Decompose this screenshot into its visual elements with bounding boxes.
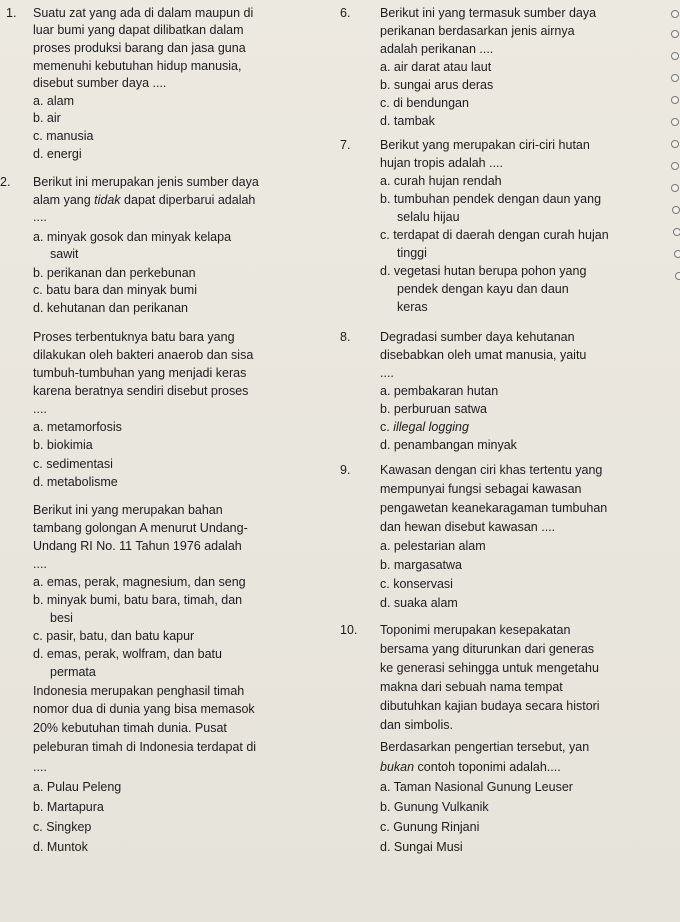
question-1-option: a. alam xyxy=(33,94,74,108)
question-6-option: b. sungai arus deras xyxy=(380,78,494,92)
question-6-option: a. air darat atau laut xyxy=(380,60,492,74)
question-5-option: c. Singkep xyxy=(33,820,92,834)
question-4-line: Undang RI No. 11 Tahun 1976 adalah xyxy=(33,539,242,553)
question-9-line: pengawetan keanekaragaman tumbuhan xyxy=(380,501,608,515)
question-5-option: b. Martapura xyxy=(33,800,104,814)
question-9-option: d. suaka alam xyxy=(380,596,458,610)
question-4-option: besi xyxy=(50,611,73,625)
question-2-option: d. kehutanan dan perikanan xyxy=(33,301,188,315)
binder-hole-icon xyxy=(675,272,680,280)
question-2-option: b. perikanan dan perkebunan xyxy=(33,266,196,280)
question-8-line: Degradasi sumber daya kehutanan xyxy=(380,330,575,344)
question-6-line: Berikut ini yang termasuk sumber daya xyxy=(380,6,597,20)
question-1-option: c. manusia xyxy=(33,129,94,143)
binder-hole-icon xyxy=(673,228,680,236)
question-5-option: d. Muntok xyxy=(33,840,88,854)
question-6-number: 6. xyxy=(340,6,351,20)
question-8-line: .... xyxy=(380,366,394,380)
question-3-option: b. biokimia xyxy=(33,438,93,452)
question-9-line: Kawasan dengan ciri khas tertentu yang xyxy=(380,463,603,477)
question-7-option: keras xyxy=(397,300,428,314)
question-10-option: a. Taman Nasional Gunung Leuser xyxy=(380,780,573,794)
binder-hole-icon xyxy=(671,96,679,104)
question-2-option: c. batu bara dan minyak bumi xyxy=(33,283,197,297)
question-9-line: mempunyai fungsi sebagai kawasan xyxy=(380,482,582,496)
question-2-line xyxy=(33,193,255,207)
binder-hole-icon xyxy=(671,162,679,170)
question-2-option: sawit xyxy=(50,247,79,261)
question-4-option: d. emas, perak, wolfram, dan batu xyxy=(33,647,222,661)
question-8-line: disebabkan oleh umat manusia, yaitu xyxy=(380,348,587,362)
question-2-text: alam yang xyxy=(33,193,95,207)
question-10-line xyxy=(380,760,561,774)
question-8-option: b. perburuan satwa xyxy=(380,402,488,416)
question-3-line: tumbuh-tumbuhan yang menjadi keras xyxy=(33,366,247,380)
question-10-option: d. Sungai Musi xyxy=(380,840,463,854)
question-4-line: tambang golongan A menurut Undang- xyxy=(33,521,248,535)
question-6-line: perikanan berdasarkan jenis airnya xyxy=(380,24,575,38)
question-8-option-emphasis: illegal logging xyxy=(393,420,469,434)
question-7-line: Berikut yang merupakan ciri-ciri hutan xyxy=(380,138,590,152)
question-7-option: pendek dengan kayu dan daun xyxy=(397,282,569,296)
question-2-line: .... xyxy=(33,210,47,224)
question-1-option: b. air xyxy=(33,111,61,125)
question-5-line: Indonesia merupakan penghasil timah xyxy=(33,684,245,698)
question-5-line: 20% kebutuhan timah dunia. Pusat xyxy=(33,721,227,735)
question-4-line: .... xyxy=(33,557,47,571)
question-7-line: hujan tropis adalah .... xyxy=(380,156,503,170)
question-4-option: permata xyxy=(50,665,96,679)
question-10-line: ke generasi sehingga untuk mengetahu xyxy=(380,661,599,675)
question-7-option: b. tumbuhan pendek dengan daun yang xyxy=(380,192,602,206)
binder-hole-icon xyxy=(671,118,679,126)
question-7-option: selalu hijau xyxy=(397,210,460,224)
question-7-option: tinggi xyxy=(397,246,427,260)
question-9-number: 9. xyxy=(340,463,351,477)
question-4-option: b. minyak bumi, batu bara, timah, dan xyxy=(33,593,243,607)
binder-hole-icon xyxy=(671,52,679,60)
question-8-option xyxy=(380,420,469,434)
question-10-emphasis: bukan xyxy=(380,760,415,774)
question-1-number: 1. xyxy=(6,6,17,20)
question-4-option: a. emas, perak, magnesium, dan seng xyxy=(33,575,246,589)
binder-hole-icon xyxy=(671,184,679,192)
binder-hole-icon xyxy=(674,250,680,258)
question-8-option: a. pembakaran hutan xyxy=(380,384,499,398)
question-7-option: c. terdapat di daerah dengan curah hujan xyxy=(380,228,609,242)
question-5-line: .... xyxy=(33,760,47,774)
question-1-line: luar bumi yang dapat dilibatkan dalam xyxy=(33,23,244,37)
binder-hole-icon xyxy=(671,140,679,148)
question-4-line: Berikut ini yang merupakan bahan xyxy=(33,503,223,517)
binder-hole-icon xyxy=(672,206,680,214)
question-1-line: disebut sumber daya .... xyxy=(33,76,167,90)
question-8-number: 8. xyxy=(340,330,351,344)
question-3-option: c. sedimentasi xyxy=(33,457,113,471)
question-10-option: b. Gunung Vulkanik xyxy=(380,800,489,814)
question-10-line: Berdasarkan pengertian tersebut, yan xyxy=(380,740,590,754)
question-9-option: b. margasatwa xyxy=(380,558,462,572)
question-2-emphasis: tidak xyxy=(94,193,121,207)
question-5-line: peleburan timah di Indonesia terdapat di xyxy=(33,740,257,754)
question-3-line: karena beratnya sendiri disebut proses xyxy=(33,384,249,398)
question-10-line: Toponimi merupakan kesepakatan xyxy=(380,623,571,637)
question-10-line: bersama yang diturunkan dari generas xyxy=(380,642,595,656)
question-10-line: makna dari sebuah nama tempat xyxy=(380,680,563,694)
binder-hole-icon xyxy=(671,74,679,82)
question-1-line: Suatu zat yang ada di dalam maupun di xyxy=(33,6,254,20)
question-7-number: 7. xyxy=(340,138,351,152)
question-3-line: .... xyxy=(33,402,47,416)
question-3-line: Proses terbentuknya batu bara yang xyxy=(33,330,235,344)
question-10-line: dan simbolis. xyxy=(380,718,453,732)
question-10-line: dibutuhkan kajian budaya secara histori xyxy=(380,699,600,713)
question-3-line: dilakukan oleh bakteri anaerob dan sisa xyxy=(33,348,254,362)
question-6-option: c. di bendungan xyxy=(380,96,469,110)
binder-hole-icon xyxy=(671,10,679,18)
question-7-option: d. vegetasi hutan berupa pohon yang xyxy=(380,264,587,278)
question-3-option: d. metabolisme xyxy=(33,475,118,489)
question-6-option: d. tambak xyxy=(380,114,435,128)
question-2-option: a. minyak gosok dan minyak kelapa xyxy=(33,230,232,244)
question-6-line: adalah perikanan .... xyxy=(380,42,494,56)
question-2-text: dapat diperbarui adalah xyxy=(120,193,256,207)
question-5-option: a. Pulau Peleng xyxy=(33,780,122,794)
question-8-option-prefix: c. xyxy=(380,420,394,434)
question-2-number: 2. xyxy=(0,175,11,189)
question-1-option: d. energi xyxy=(33,147,82,161)
question-2-line: Berikut ini merupakan jenis sumber daya xyxy=(33,175,259,189)
question-4-option: c. pasir, batu, dan batu kapur xyxy=(33,629,195,643)
question-10-number: 10. xyxy=(340,623,358,637)
question-5-line: nomor dua di dunia yang bisa memasok xyxy=(33,702,255,716)
question-1-line: proses produksi barang dan jasa guna xyxy=(33,41,246,55)
question-9-option: c. konservasi xyxy=(380,577,453,591)
question-1-line: memenuhi kebutuhan hidup manusia, xyxy=(33,59,242,73)
question-9-option: a. pelestarian alam xyxy=(380,539,486,553)
question-10-option: c. Gunung Rinjani xyxy=(380,820,480,834)
question-9-line: dan hewan disebut kawasan .... xyxy=(380,520,556,534)
question-3-option: a. metamorfosis xyxy=(33,420,122,434)
question-10-text: contoh toponimi adalah.... xyxy=(414,760,561,774)
question-8-option: d. penambangan minyak xyxy=(380,438,517,452)
question-7-option: a. curah hujan rendah xyxy=(380,174,502,188)
binder-hole-icon xyxy=(671,30,679,38)
